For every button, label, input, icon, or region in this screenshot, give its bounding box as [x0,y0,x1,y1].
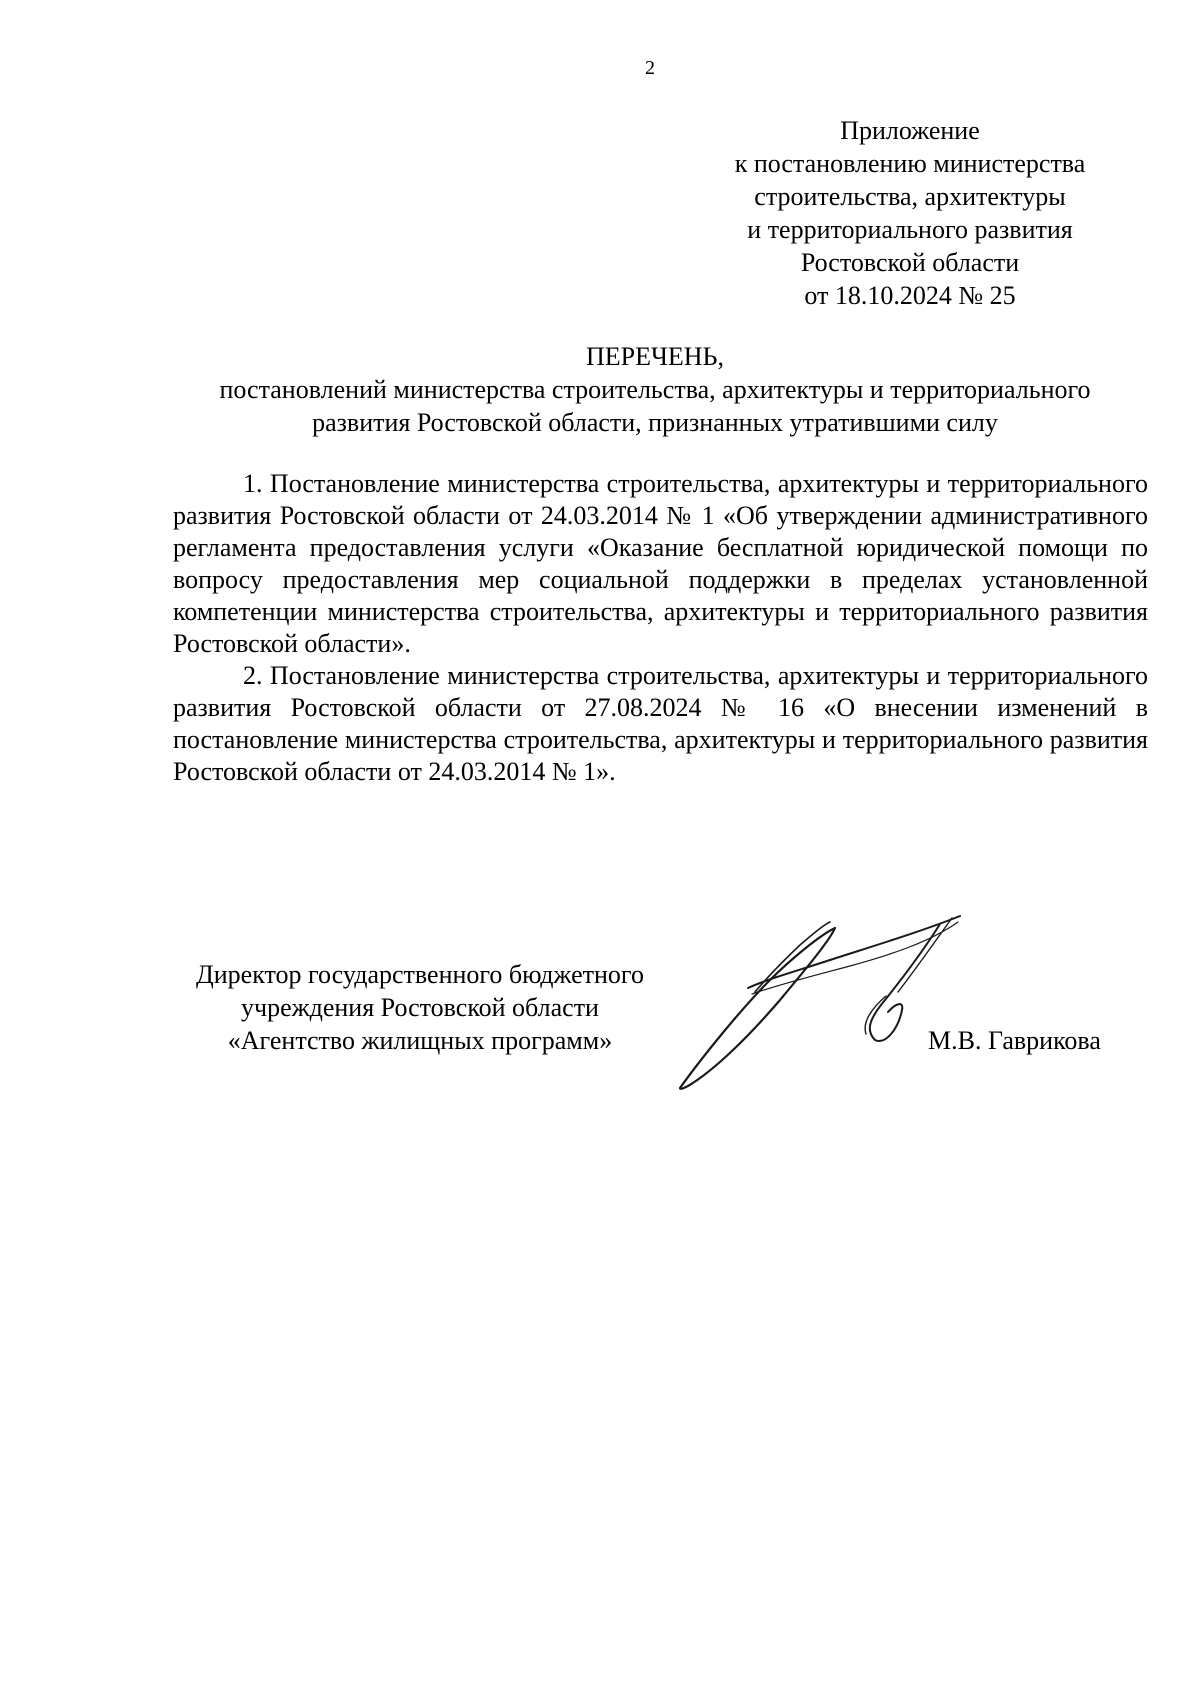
signature-block [170,958,1170,1118]
list-item: 2. Постановление министерства строительства, архитектуры и территориального развития Ростовской области от 27.08.2024 № 16 «О внесении изменений в постановление министерства строительства, архитектуры и территориального развития Ростовской области от 24.03.2014 № 1». [173,661,1148,786]
page-number: 2 [645,57,655,79]
signer-name: М.В. Гаврикова [928,1026,1101,1055]
appendix-line: к постановлению министерства [734,149,1086,178]
signer-position-line: учреждения Ростовской области [241,993,599,1022]
handwritten-signature [640,900,980,1090]
title-subtitle-line: постановлений министерства строительства, архитектуры и территориального [219,375,1091,404]
signer-position-line: «Агентство жилищных программ» [227,1026,613,1055]
title-subtitle-line: развития Ростовской области, признанных утратившими силу [312,408,998,437]
document-body [173,468,1148,788]
appendix-line: Ростовской области [800,248,1020,277]
signer-position-line: Директор государственного бюджетного [196,960,644,989]
document-title [160,340,1150,439]
appendix-line: строительства, архитектуры [754,182,1066,211]
signer-position [170,958,670,1057]
appendix-line: и территориального развития [747,215,1073,244]
title-heading: ПЕРЕЧЕНЬ, [586,342,724,371]
appendix-header [700,114,1120,312]
appendix-line: Приложение [840,116,980,145]
appendix-line: от 18.10.2024 № 25 [804,281,1016,310]
list-item: 1. Постановление министерства строительства, архитектуры и территориального развития Ростовской области от 24.03.2014 № 1 «Об утверждении административного регламента предоставления услуги «Оказание бесплатной юридической помощи по вопросу предоставления мер социальной поддержки в пределах установленной компетенции министерства строительства, архитектуры и территориального развития Ростовской области». [173,469,1148,658]
